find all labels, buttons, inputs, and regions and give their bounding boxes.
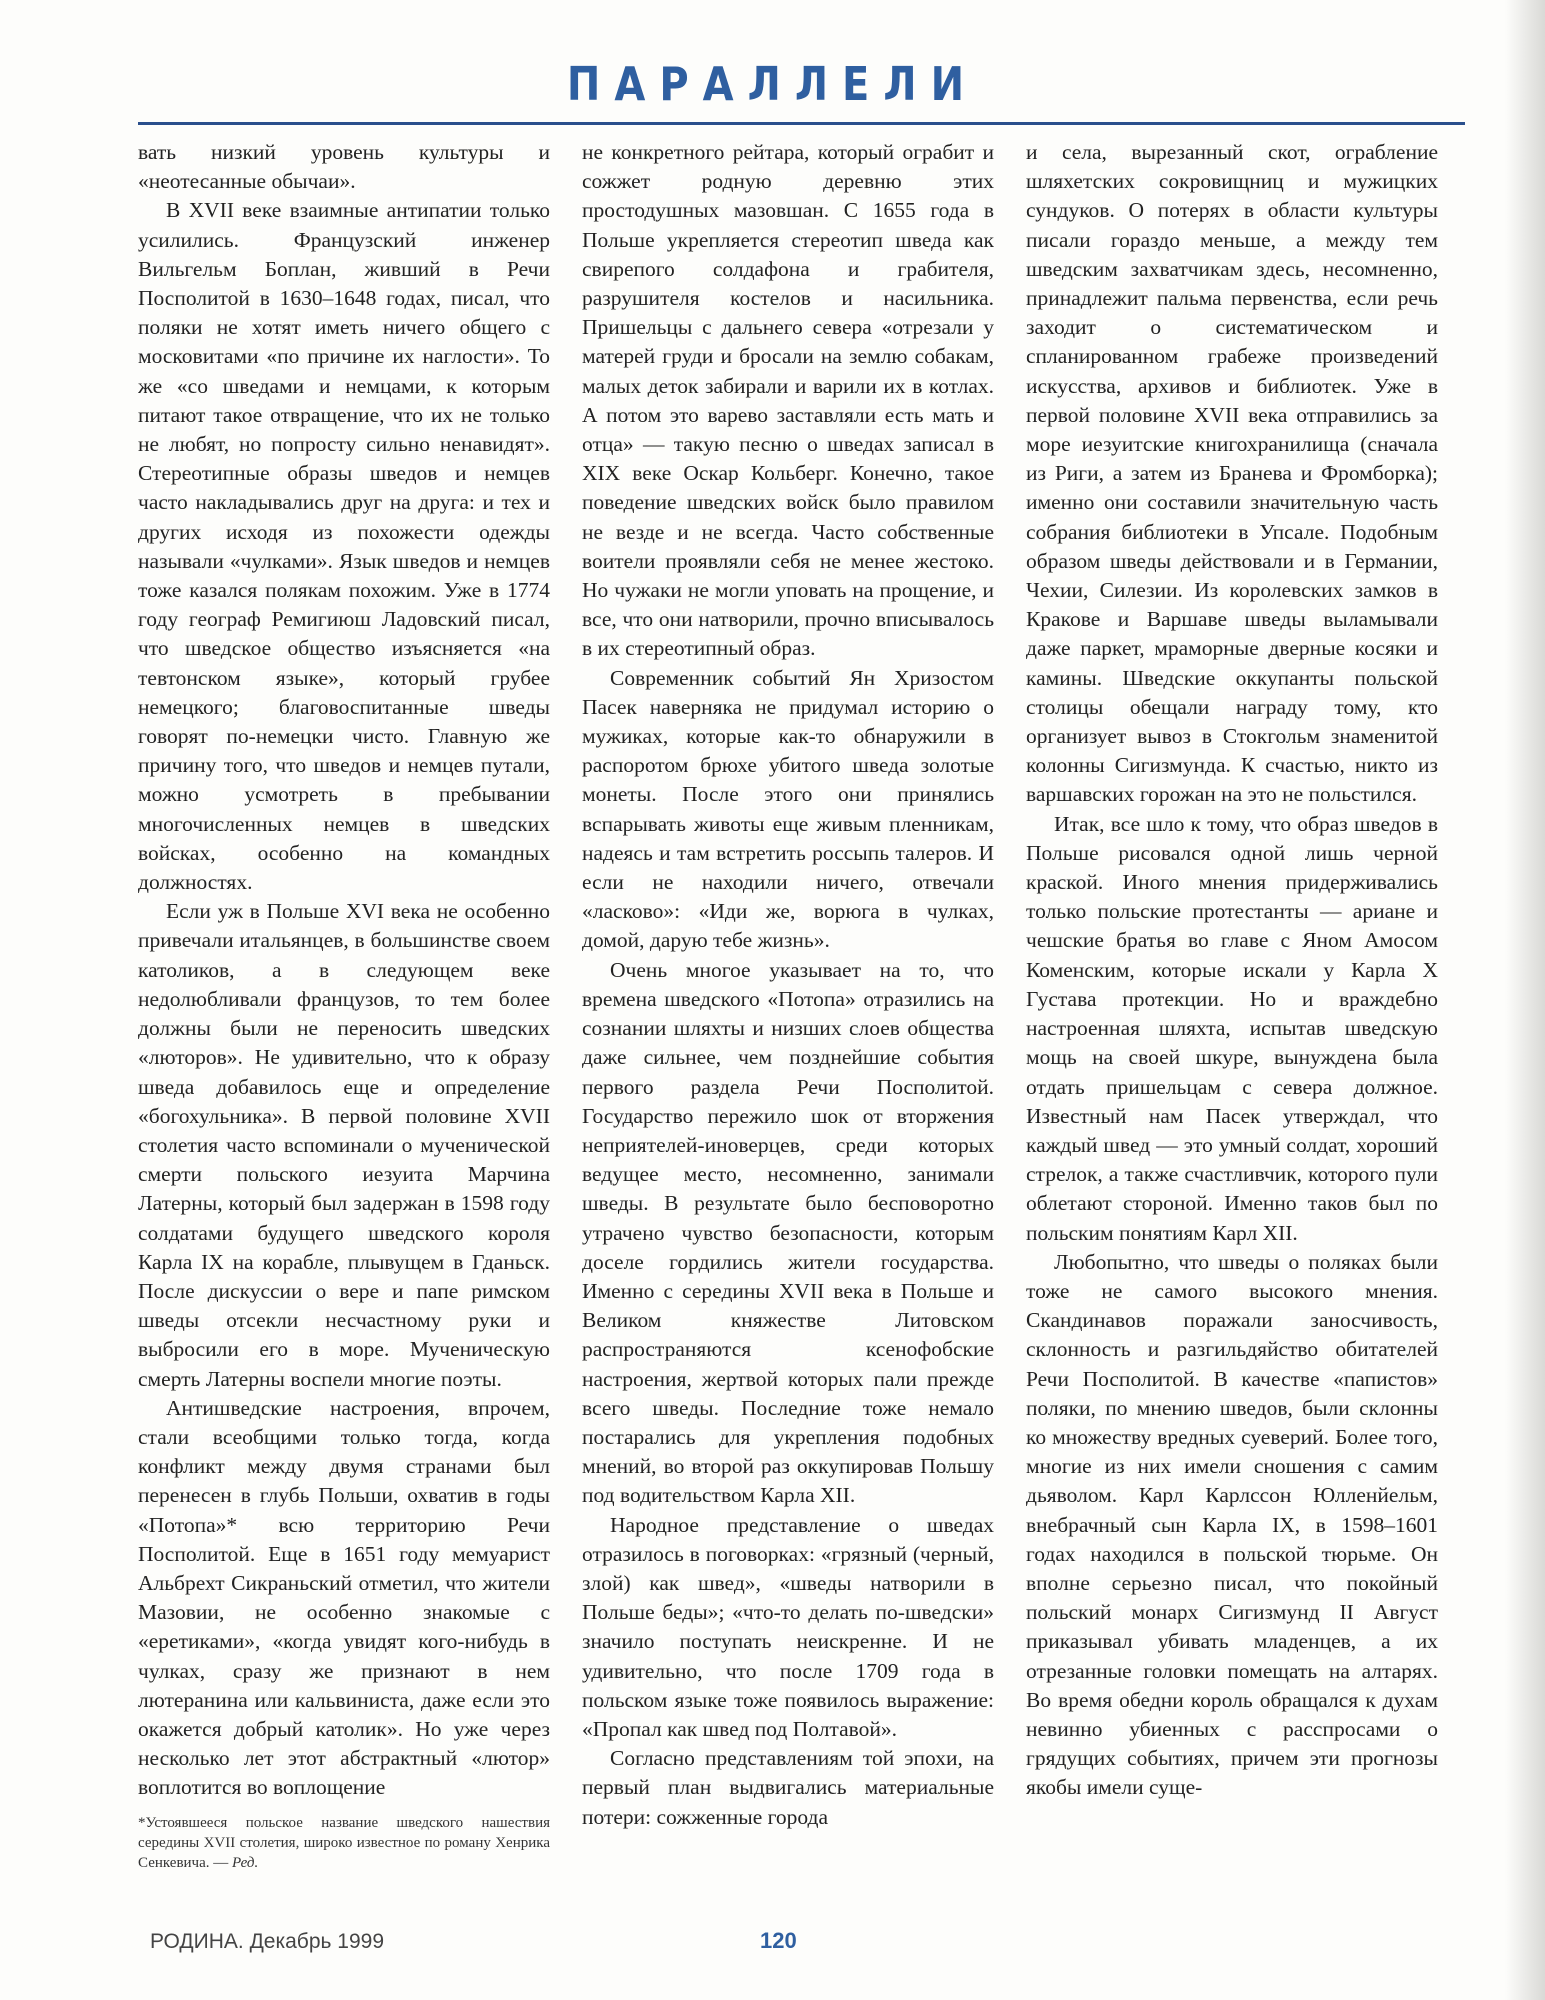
text-column-3	[1026, 138, 1438, 1883]
paragraph: Современник событий Ян Хризостом Пасек наверняка не придумал историю о мужиках, которые как-то обнаружили в распоротом брюхе убитого шведа золотые монеты. После этого они принялись вспарывать животы еще живым пленникам, надеясь и там встретить россыпь талеров. И если не находили ничего, отвечали «ласково»: «Иди же, ворюга в чулках, домой, дарую тебе жизнь».	[582, 665, 994, 953]
paragraph: В XVII веке взаимные антипатии только усилились. Французский инженер Вильгельм Боплан, живший в Речи Посполитой в 1630–1648 годах, писал, что поляки не хотят иметь ничего общего с московитами «по причине их наглости». То же «со шведами и немцами, к которым питают такое отвращение, что их не только не любят, но попросту сильно ненавидят». Стереотипные образы шведов и немцев часто накладывались друг на друга: и тех и других исходя из похожести одежды называли «чулками». Язык шведов и немцев тоже казался полякам похожим. Уже в 1774 году географ Ремигиюш Ладовский писал, что шведское общество изъясняется «на тевтонском языке», который грубее немецкого; благовоспитанные шведы говорят по-немецки чисто. Главную же причину того, что шведов и немцев путали, можно усмотреть в пребывании многочисленных немцев в шведских войсках, особенно на командных должностях.	[138, 198, 550, 895]
paragraph: и села, вырезанный скот, ограбление шляхетских сокровищниц и мужицких сундуков. О потерях в области культуры писали гораздо меньше, а между тем шведским захватчикам здесь, несомненно, принадлежит пальма первенства, если речь заходит о систематическом и спланированном грабеже произведений искусства, архивов и библиотек. Уже в первой половине XVII века отправились за море иезуитские книгохранилища (сначала из Риги, а затем из Бранева и Фромборка); именно они составили значительную часть собрания библиотеки в Упсале. Подобным образом шведы действовали и в Германии, Чехии, Силезии. Из королевских замков в Кракове и Варшаве шведы выламывали даже паркет, мраморные дверные косяки и камины. Шведские оккупанты польской столицы обещали награду тому, кто организует вывоз в Стокгольм знаменитой колонны Сигизмунда. К счастью, никто из варшавских горожан на это не польстился.	[1026, 140, 1438, 807]
section-header	[0, 58, 1545, 112]
header-rule	[138, 122, 1465, 125]
page-edge-shadow	[1505, 0, 1545, 2000]
text-column-1	[138, 138, 550, 1883]
paragraph: не конкретного рейтара, который ограбит и сожжет родную деревню этих простодушных мазовшан. С 1655 года в Польше укрепляется стереотип шведа как свирепого солдафона и грабителя, разрушителя костелов и насильника. Пришельцы с дальнего севера «отрезали у матерей груди и бросали на землю собакам, малых деток забирали и варили их в котлах. А потом это варево заставляли есть мать и отца» — такую песню о шведах записал в XIX веке Оскар Кольберг. Конечно, такое поведение шведских войск было правилом не везде и не всегда. Часто собственные воители проявляли себя не менее жестоко. Но чужаки не могли уповать на прощение, и все, что они натворили, прочно вписывалось в их стереотипный образ.	[582, 140, 994, 661]
paragraph: Если уж в Польше XVI века не особенно привечали итальянцев, в большинстве своем католиков, а в следующем веке недолюбливали французов, то тем более должны были не переносить шведских «люторов». Не удивительно, что к образу шведа добавилось еще и определение «богохульника». В первой половине XVII столетия часто вспоминали о мученической смерти польского иезуита Марчина Латерны, который был задержан в 1598 году солдатами будущего шведского короля Карла IX на корабле, плывущем в Гданьск. После дискуссии о вере и папе римском шведы отсекли несчастному руки и выбросили его в море. Мученическую смерть Латерны воспели многие поэты.	[138, 899, 550, 1391]
magazine-issue: РОДИНА. Декабрь 1999	[150, 1930, 385, 1953]
paragraph: вать низкий уровень культуры и «неотесанные обычаи».	[138, 140, 550, 194]
paragraph: Антишведские настроения, впрочем, стали всеобщими только тогда, когда конфликт между двумя странами был перенесен в глубь Польши, охватив в годы «Потопа»* всю территорию Речи Посполитой. Еще в 1651 году мемуарист Альбрехт Сикраньский отметил, что жители Мазовии, не особенно знакомые с «еретиками», «когда увидят кого-нибудь в чулках, сразу же признают в нем лютеранина или кальвиниста, даже если это окажется добрый католик». Но уже через несколько лет этот абстрактный «лютор» воплотится во воплощение	[138, 1395, 550, 1800]
paragraph: Любопытно, что шведы о поляках были тоже не самого высокого мнения. Скандинавов поражали заносчивость, склонность и разгильдяйство обитателей Речи Посполитой. В качестве «папистов» поляки, по мнению шведов, были склонны ко множеству вредных суеверий. Более того, многие из них имели сношения с самим дьяволом. Карл Карлссон Юлленйельм, внебрачный сын Карла IX, в 1598–1601 годах находился в польской тюрьме. Он вполне серьезно писал, что покойный польский монарх Сигизмунд II Август приказывал убивать младенцев, а их отрезанные головки помещать на алтарях. Во время обедни король обращался к духам невинно убиенных с расспросами о грядущих событиях, причем эти прогнозы якобы имели суще-	[1026, 1249, 1438, 1800]
paragraph: Очень многое указывает на то, что времена шведского «Потопа» отразились на сознании шляхты и низших слоев общества даже сильнее, чем позднейшие события первого раздела Речи Посполитой. Государство пережило шок от вторжения неприятелей-иноверцев, среди которых ведущее место, несомненно, занимали шведы. В результате было бесповоротно утрачено чувство безопасности, которым доселе гордились жители государства. Именно с середины XVII века в Польше и Великом княжестве Литовском распространяются ксенофобские настроения, жертвой которых пали прежде всего шведы. Последние тоже немало постарались для укрепления подобных мнений, во второй раз оккупировав Польшу под водительством Карла XII.	[582, 957, 994, 1508]
paragraph: Согласно представлениям той эпохи, на первый план выдвигались материальные потери: сожженные города	[582, 1746, 994, 1829]
footnote-text: *Устоявшееся польское название шведского нашествия середины XVII столетия, широко известное по роману Хенрика Сенкевича. —	[138, 1814, 550, 1871]
paragraph: Итак, все шло к тому, что образ шведов в Польше рисовался одной лишь черной краской. Иного мнения придерживались только польские протестанты — ариане и чешские братья во главе с Яном Амосом Коменским, которые искали у Карла X Густава протекции. Но и враждебно настроенная шляхта, испытав шведскую мощь на своей шкуре, вынуждена была отдать пришельцам с севера должное. Известный нам Пасек утверждал, что каждый швед — это умный солдат, хороший стрелок, а также счастливчик, которого пули облетают стороной. Именно таков был по польским понятиям Карл XII.	[1026, 811, 1438, 1245]
paragraph: Народное представление о шведах отразилось в поговорках: «грязный (черный, злой) как швед», «шведы натворили в Польше беды»; «что-то делать по-шведски» значило поступать неискренне. И не удивительно, что после 1709 года в польском языке тоже появилось выражение: «Пропал как швед под Полтавой».	[582, 1512, 994, 1741]
footnote-editor-sign: Ред.	[232, 1854, 259, 1871]
footnote	[138, 1813, 550, 1873]
article-body	[138, 138, 1438, 1883]
section-title: ПАРАЛЛЕЛИ	[566, 58, 979, 112]
text-column-2	[582, 138, 994, 1883]
page-number: 120	[760, 1928, 797, 1953]
